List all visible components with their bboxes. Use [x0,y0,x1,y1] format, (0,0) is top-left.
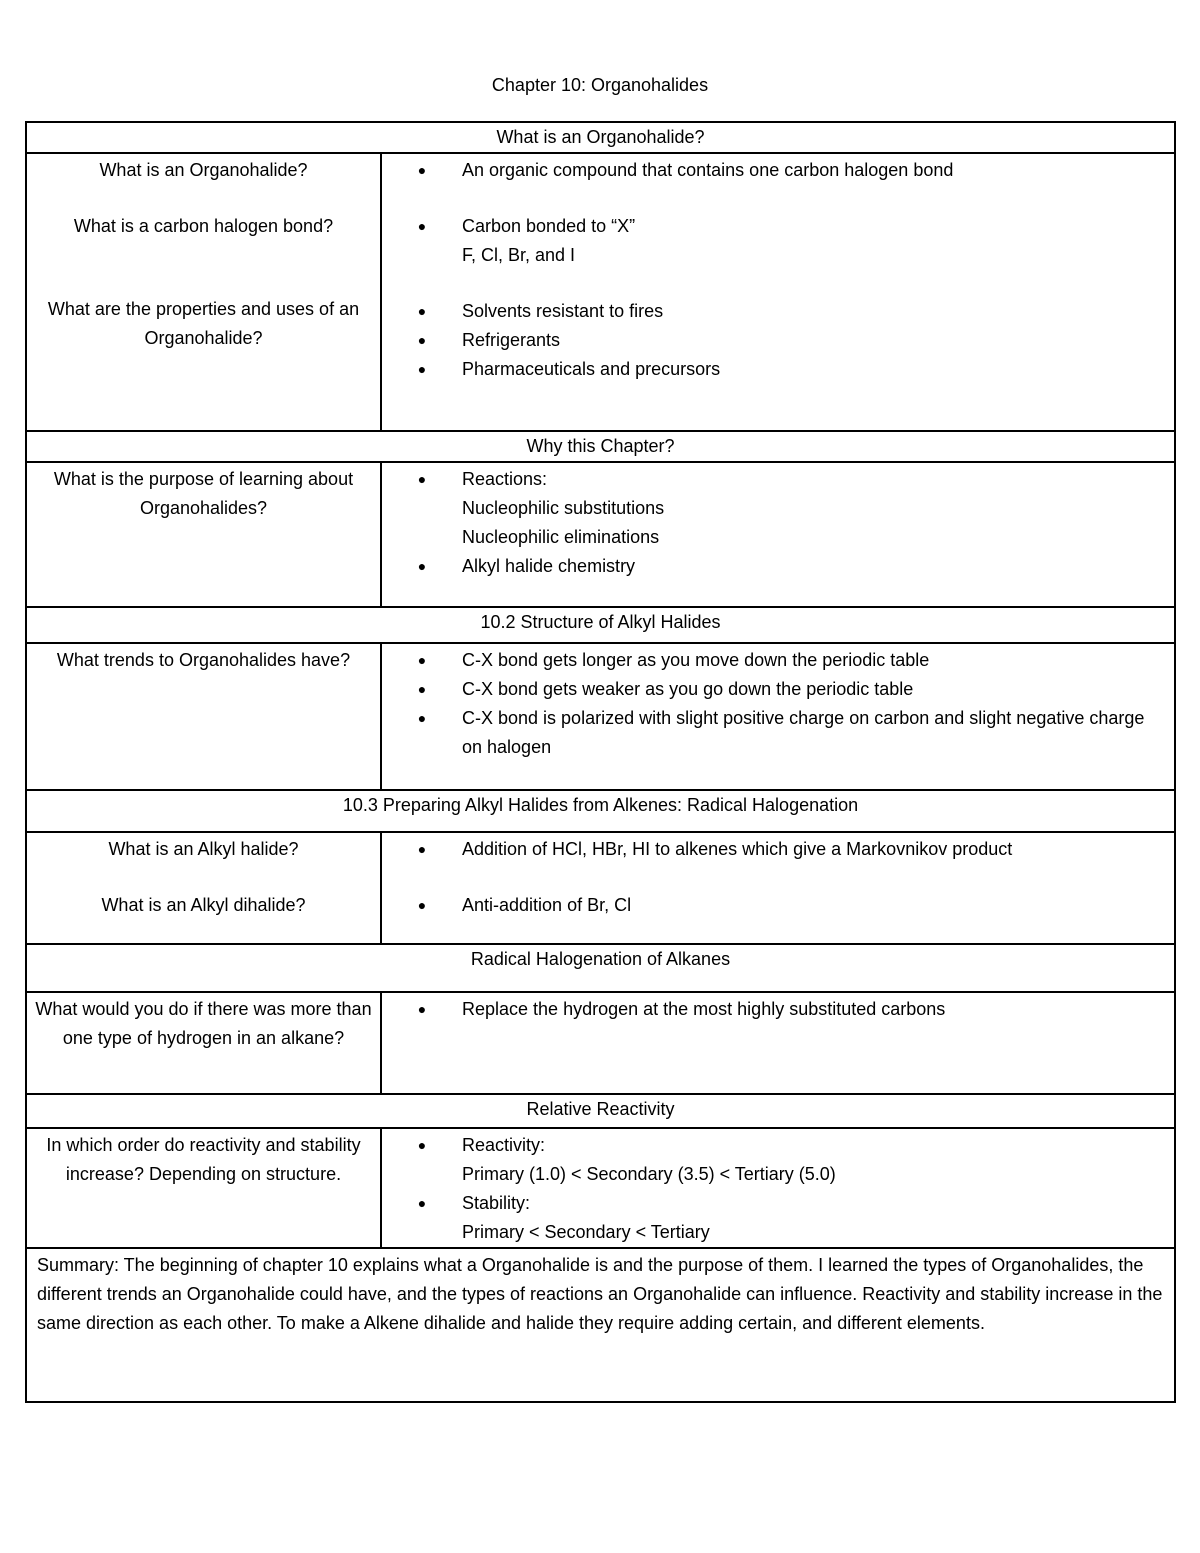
answer-text: Alkyl halide chemistry [462,556,636,576]
answer-text: C-X bond gets weaker as you go down the periodic table [462,679,914,699]
bullet-icon: ● [417,841,427,857]
question-text: What is the purpose of learning about Organohalides? [53,469,354,518]
question-text: In which order do reactivity and stability increase? Depending on structure. [46,1135,361,1184]
question-text: What is an Organohalide? [99,160,308,180]
answer-text: Stability: [462,1193,531,1213]
bullet-item [382,1131,1166,1160]
section-header: Relative Reactivity [26,1094,1175,1128]
answer-text: Replace the hydrogen at the most highly substituted carbons [462,999,946,1019]
answer-text: C-X bond is polarized with slight positive charge on carbon and slight negative charge on halogen [462,708,1145,757]
answer-text: Reactivity: [462,1135,546,1155]
answer-cell [381,462,1175,607]
section-row [26,992,1175,1094]
section-header: What is an Organohalide? [26,122,1175,153]
section-header: Why this Chapter? [26,431,1175,462]
question-text: What are the properties and uses of an Organohalide? [47,299,360,348]
question-cell [26,643,381,790]
question-text: What would you do if there was more than one type of hydrogen in an alkane? [35,999,372,1048]
answer-subtext: Primary < Secondary < Tertiary [462,1222,710,1242]
bullet-item [382,891,1166,920]
section-header-row [26,944,1175,992]
section-header: 10.2 Structure of Alkyl Halides [26,607,1175,643]
section-row [26,643,1175,790]
bullet-icon: ● [417,652,427,668]
answer-cell [381,643,1175,790]
question-cell [26,992,381,1094]
bullet-icon: ● [417,681,427,697]
bullet-icon: ● [417,897,427,913]
question-text: What is an Alkyl halide? [108,839,299,859]
answer-text: Addition of HCl, HBr, HI to alkenes which give a Markovnikov product [462,839,1013,859]
bullet-icon: ● [417,1195,427,1211]
summary-row [26,1248,1175,1402]
answer-subtext: F, Cl, Br, and I [462,245,576,265]
section-row [26,153,1175,431]
bullet-icon: ● [417,218,427,234]
bullet-icon: ● [417,1001,427,1017]
bullet-item [382,552,1166,581]
bullet-item [382,704,1166,762]
bullet-icon: ● [417,332,427,348]
bullet-item [382,465,1166,494]
answer-text: An organic compound that contains one carbon halogen bond [462,160,954,180]
section-header-row [26,607,1175,643]
section-row [26,832,1175,944]
answer-subtext: Nucleophilic substitutions [462,498,665,518]
question-cell [26,832,381,944]
bullet-icon: ● [417,162,427,178]
answer-subtext: Primary (1.0) < Secondary (3.5) < Tertiary (5.0) [462,1164,836,1184]
bullet-item [382,297,1166,326]
bullet-item [382,646,1166,675]
answer-cell [381,153,1175,431]
answer-text: Pharmaceuticals and precursors [462,359,721,379]
bullet-item [382,675,1166,704]
notes-table [25,121,1176,1403]
bullet-icon: ● [417,1137,427,1153]
answer-text: Anti-addition of Br, Cl [462,895,632,915]
question-cell [26,462,381,607]
question-text: What trends to Organohalides have? [56,650,351,670]
bullet-item [382,156,1166,185]
section-header-row [26,122,1175,153]
bullet-item [382,212,1166,241]
bullet-item [382,355,1166,384]
question-cell [26,1128,381,1248]
question-cell [26,153,381,431]
bullet-icon: ● [417,361,427,377]
bullet-icon: ● [417,303,427,319]
section-header: Radical Halogenation of Alkanes [26,944,1175,992]
question-text: What is a carbon halogen bond? [73,216,334,236]
answer-cell [381,992,1175,1094]
answer-cell [381,1128,1175,1248]
answer-cell [381,832,1175,944]
bullet-icon: ● [417,471,427,487]
answer-text: C-X bond gets longer as you move down the periodic table [462,650,930,670]
section-header-row [26,1094,1175,1128]
question-text: What is an Alkyl dihalide? [101,895,306,915]
bullet-icon: ● [417,558,427,574]
bullet-icon: ● [417,710,427,726]
answer-text: Solvents resistant to fires [462,301,664,321]
answer-text: Carbon bonded to “X” [462,216,636,236]
section-header-row [26,431,1175,462]
page-title: Chapter 10: Organohalides [491,75,709,95]
bullet-item [382,835,1166,864]
bullet-item [382,995,1166,1024]
bullet-item [382,1189,1166,1218]
answer-text: Reactions: [462,469,548,489]
section-header: 10.3 Preparing Alkyl Halides from Alkenes: Radical Halogenation [26,790,1175,832]
answer-subtext: Nucleophilic eliminations [462,527,660,547]
answer-text: Refrigerants [462,330,561,350]
bullet-item [382,326,1166,355]
section-row [26,462,1175,607]
section-row [26,1128,1175,1248]
summary-text: Summary: The beginning of chapter 10 explains what a Organohalide is and the purpose of them. I learned the types of Organohalides, the different trends an Organohalide could have, and the types of reactions an Organohalide can influence. Reactivity and stability increase in the same direction as each other. To make a Alkene dihalide and halide they require adding certain, and different elements. [26,1248,1175,1402]
section-header-row [26,790,1175,832]
